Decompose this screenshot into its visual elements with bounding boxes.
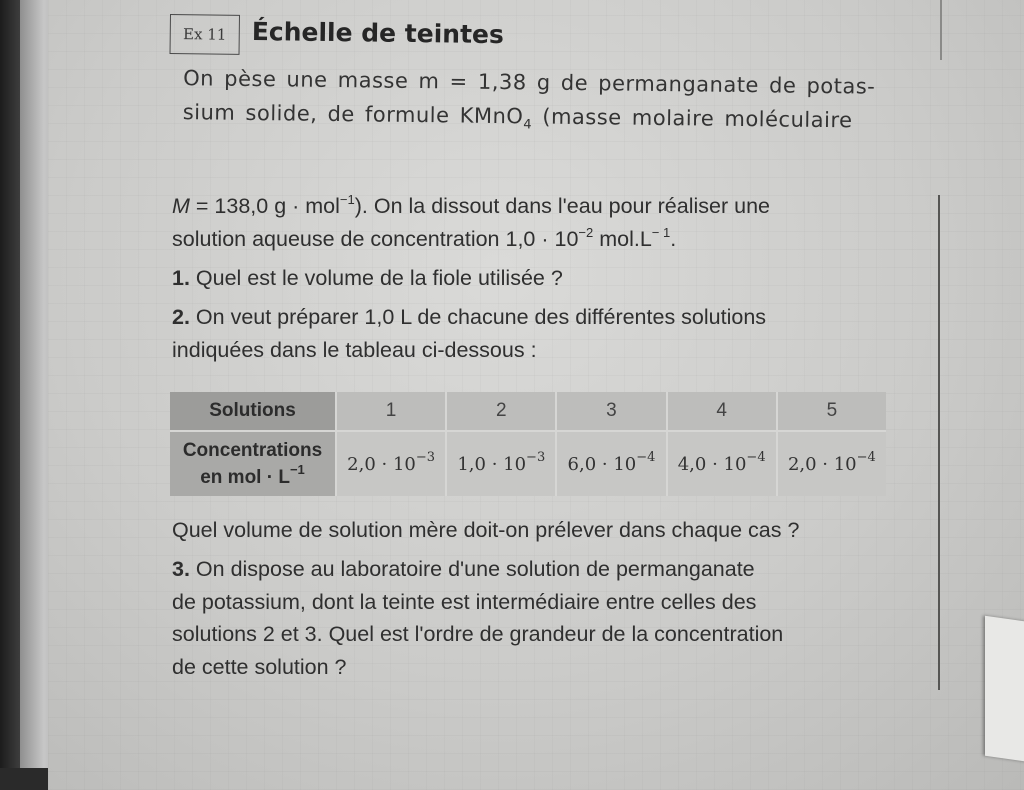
exercise-header-block xyxy=(168,14,950,164)
intro-line-2 xyxy=(183,100,853,132)
intro-line-3-rest: ). On la dissout dans l'eau pour réaliser une xyxy=(354,194,770,218)
exercise-body-continued xyxy=(172,514,902,683)
concentrations-unit: en mol · L xyxy=(200,467,290,488)
formula-subscript: 4 xyxy=(523,117,533,133)
adjacent-page-corner xyxy=(985,616,1024,764)
intro-line-3 xyxy=(172,190,902,223)
intro-line-4 xyxy=(172,223,902,256)
concentration-4-exponent: −4 xyxy=(746,449,766,465)
table-cell-solution-4: 4 xyxy=(666,392,776,432)
question-3-line-4: de cette solution ? xyxy=(172,654,347,679)
molar-mass-exponent: −1 xyxy=(339,192,355,207)
question-2 xyxy=(172,301,902,334)
concentration-2-mantissa: 1,0 · 10 xyxy=(457,453,527,475)
table-cell-concentration-5 xyxy=(776,432,886,496)
concentration-exponent: −2 xyxy=(578,225,594,240)
question-1 xyxy=(172,262,902,295)
concentration-2-exponent: −3 xyxy=(526,449,546,465)
table-cell-solution-1: 1 xyxy=(335,392,445,432)
column-rule-right xyxy=(938,195,940,690)
question-3-line-3: solutions 2 et 3. Quel est l'ordre de grandeur de la concentration xyxy=(172,622,784,646)
concentration-text: solution aqueuse de concentration 1,0 · 10 xyxy=(172,227,579,251)
question-3-line-1-text: On dispose au laboratoire d'une solution de permanganate xyxy=(189,557,755,581)
table-cell-concentration-3 xyxy=(555,432,665,496)
concentrations-header-line-1: Concentrations xyxy=(182,440,323,461)
intro-line-2-rest: (masse molaire moléculaire xyxy=(532,104,853,133)
question-2-number: 2. xyxy=(172,305,190,329)
question-2-line-2: indiquées dans le tableau ci-dessous : xyxy=(172,338,537,362)
concentration-4-mantissa: 4,0 · 10 xyxy=(677,453,747,475)
table-cell-solution-2: 2 xyxy=(445,392,555,432)
exercise-number: Ex 11 xyxy=(183,25,227,44)
question-3-line-1 xyxy=(172,553,902,586)
solutions-table xyxy=(170,392,886,496)
table-header-solutions: Solutions xyxy=(170,392,335,432)
exercise-body xyxy=(172,190,902,367)
concentration-3-exponent: −4 xyxy=(636,449,656,465)
question-3-line-2: de potassium, dont la teinte est intermédiaire entre celles des xyxy=(172,589,757,614)
question-2-line-1: On veut préparer 1,0 L de chacune des différentes solutions xyxy=(189,305,767,329)
concentration-1-exponent: −3 xyxy=(415,449,436,465)
intro-line-2-text: sium solide, de formule KMnO xyxy=(182,100,524,129)
concentration-period: . xyxy=(670,227,677,251)
question-1-number: 1. xyxy=(172,266,190,290)
concentrations-unit-exponent: −1 xyxy=(289,462,305,477)
table-header-concentrations xyxy=(170,432,335,496)
table-row-solutions xyxy=(170,392,886,432)
question-3 xyxy=(172,553,902,683)
molar-mass-value: = 138,0 g · mol xyxy=(189,194,340,218)
table-cell-concentration-2 xyxy=(445,432,555,496)
table-cell-concentration-1 xyxy=(335,432,445,496)
molar-mass-symbol: M xyxy=(172,194,190,218)
concentration-5-exponent: −4 xyxy=(856,449,876,465)
concentration-1-mantissa: 2,0 · 10 xyxy=(347,453,416,475)
table-cell-solution-3: 3 xyxy=(555,392,665,432)
intro-line-1: On pèse une masse m = 1,38 g de permanganate de potas- xyxy=(183,66,876,99)
concentration-unit: mol.L xyxy=(593,227,652,251)
concentration-unit-exponent: − 1 xyxy=(651,225,671,240)
table-cell-concentration-4 xyxy=(666,432,776,496)
question-3-number: 3. xyxy=(172,557,190,581)
concentrations-header-line-2 xyxy=(170,464,335,491)
concentration-5-mantissa: 2,0 · 10 xyxy=(787,453,857,475)
exercise-number-box xyxy=(170,14,240,55)
table-cell-solution-5: 5 xyxy=(776,392,886,432)
exercise-title: Échelle de teintes xyxy=(251,17,505,50)
concentration-3-mantissa: 6,0 · 10 xyxy=(567,453,637,475)
question-1-text: Quel est le volume de la fiole utilisée ? xyxy=(189,266,563,290)
question-2-followup: Quel volume de solution mère doit-on prélever dans chaque cas ? xyxy=(172,518,800,542)
table-row-concentrations xyxy=(170,432,886,496)
